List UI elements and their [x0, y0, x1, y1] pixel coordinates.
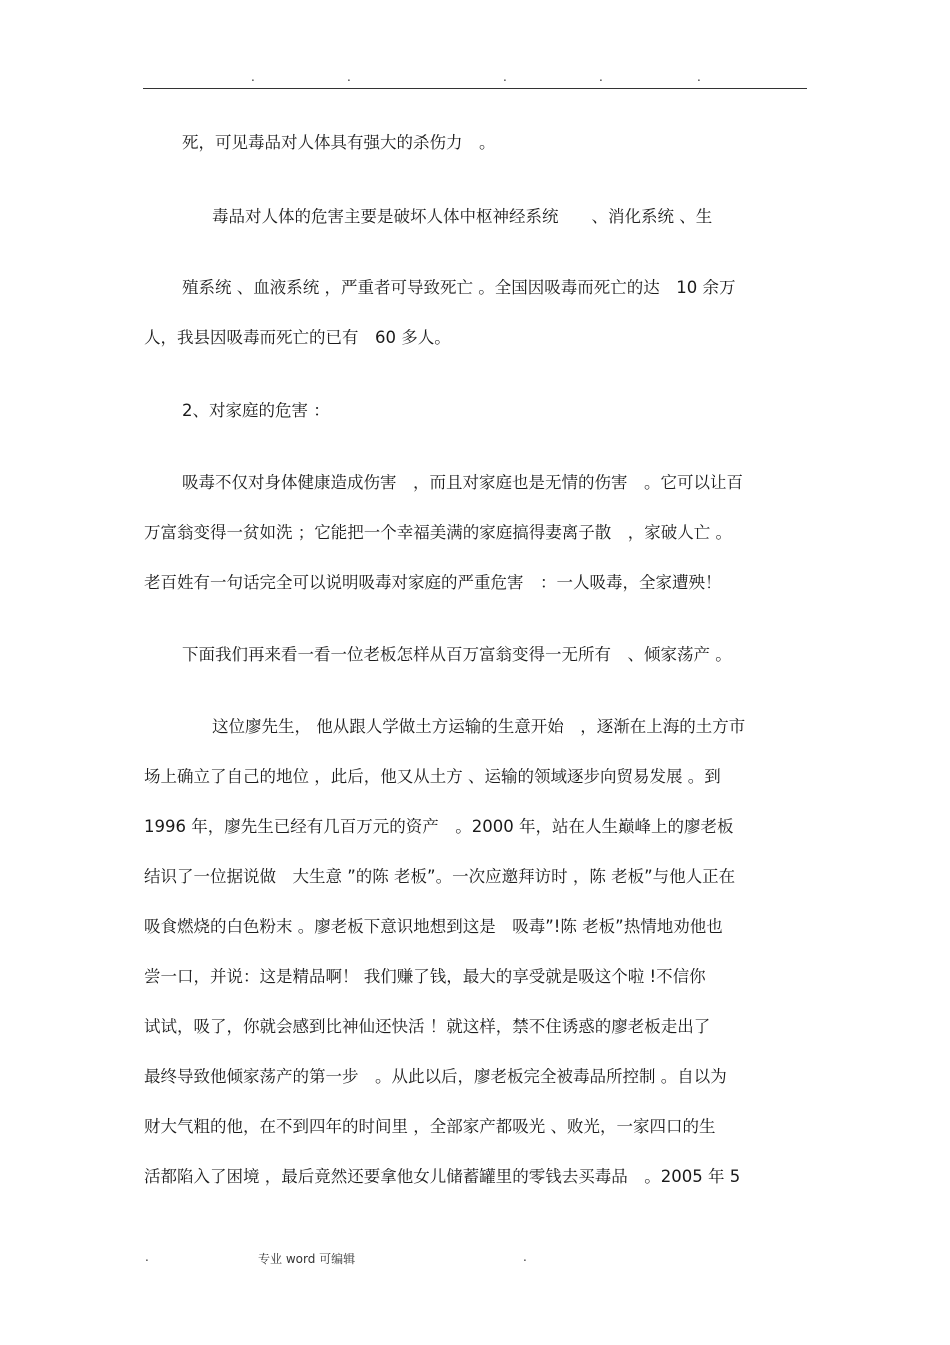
header-rule — [143, 88, 807, 89]
footer-dot: . — [523, 1250, 527, 1264]
body-line: 殖系统 、血液系统 ，严重者可导致死亡 。全国因吸毒而死亡的达 10 余万 — [182, 278, 736, 297]
header-dot: . — [503, 70, 507, 84]
body-line: 试试，吸了，你就会感到比神仙还快活 ！就这样，禁不住诱惑的廖老板走出了 — [144, 1017, 711, 1036]
body-line: 最终导致他倾家荡产的第一步 。从此以后，廖老板完全被毒品所控制 。自以为 — [144, 1067, 727, 1086]
body-line: 下面我们再来看一看一位老板怎样从百万富翁变得一无所有 、倾家荡产 。 — [182, 645, 732, 664]
footer-dot: . — [145, 1250, 149, 1264]
body-line: 场上确立了自己的地位 ，此后，他又从土方 、运输的领域逐步向贸易发展 。到 — [144, 767, 721, 786]
body-line: 人，我县因吸毒而死亡的已有 60 多人。 — [144, 328, 451, 347]
body-line: 1996 年，廖先生已经有几百万元的资产 。2000 年，站在人生巅峰上的廖老板 — [144, 817, 734, 836]
header-dot: . — [347, 70, 351, 84]
body-line: 毒品对人体的危害主要是破坏人体中枢神经系统 、消化系统 、生 — [212, 207, 713, 226]
header-dot: . — [251, 70, 255, 84]
header-dot: . — [697, 70, 701, 84]
section-heading: 2、对家庭的危害 ： — [182, 401, 330, 420]
header-dot: . — [599, 70, 603, 84]
body-line: 老百姓有一句话完全可以说明吸毒对家庭的严重危害 ：一人吸毒，全家遭殃！ — [144, 573, 722, 592]
body-line: 财大气粗的他，在不到四年的时间里 ，全部家产都吸光 、败光，一家四口的生 — [144, 1117, 716, 1136]
body-line: 死，可见毒品对人体具有强大的杀伤力 。 — [182, 133, 496, 152]
body-line: 吸食燃烧的白色粉末 。廖老板下意识地想到这是 吸毒”!陈 老板”热情地劝他也 — [144, 917, 723, 936]
body-line: 活都陷入了困境 ，最后竟然还要拿他女儿储蓄罐里的零钱去买毒品 。2005 年 5 — [144, 1167, 741, 1186]
body-line: 尝一口，并说：这是精品啊！ 我们赚了钱，最大的享受就是吸这个啦 !不信你 — [144, 967, 706, 986]
body-line: 结识了一位据说做 大生意 ”的陈 老板”。一次应邀拜访时 ，陈 老板”与他人正在 — [144, 867, 736, 886]
body-line: 这位廖先生， 他从跟人学做土方运输的生意开始 ，逐渐在上海的土方市 — [212, 717, 746, 736]
footer-text: 专业 word 可编辑 — [258, 1252, 356, 1266]
body-line: 吸毒不仅对身体健康造成伤害 ，而且对家庭也是无情的伤害 。它可以让百 — [182, 473, 743, 492]
page-header-dots — [0, 70, 950, 86]
body-line: 万富翁变得一贫如洗 ；它能把一个幸福美满的家庭搞得妻离子散 ，家破人亡 。 — [144, 523, 732, 542]
